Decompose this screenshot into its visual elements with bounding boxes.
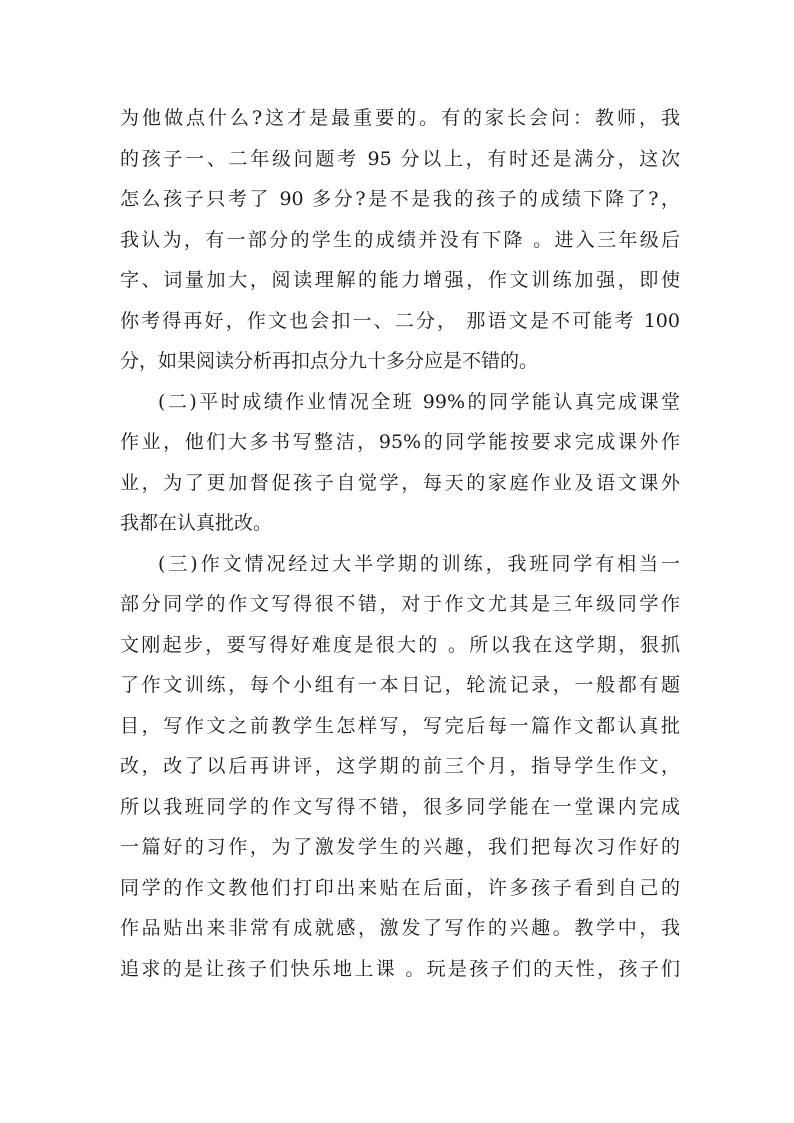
text-line: 目，写作文之前教学生怎样写，写完后每一篇作文都认真批 <box>120 714 680 737</box>
text-line: 我认为，有一部分的学生的成绩并没有下降 。进入三年级后 <box>120 228 680 251</box>
text-line: 分，如果阅读分析再扣点分九十多分应是不错的。 <box>120 350 539 372</box>
text-line: 你考得再好，作文也会扣一、二分， 那语文是不可能考 100 <box>120 309 680 332</box>
text-line: 一篇好的习作，为了激发学生的兴趣，我们把每次习作好的 <box>120 836 680 858</box>
text-line: 改，改了以后再讲评，这学期的前三个月，指导学生作文， <box>120 755 680 777</box>
text-line: 怎么孩子只考了 90 多分?是不是我的孩子的成绩下降了?， <box>120 188 680 210</box>
text-line: 所以我班同学的作文写得不错，很多同学能在一堂课内完成 <box>120 795 680 818</box>
text-line: 字、词量加大，阅读理解的能力增强，作文训练加强，即使 <box>120 269 680 291</box>
text-line: 为他做点什么?这才是最重要的。有的家长会问：教师，我 <box>120 107 680 129</box>
text-line: 同学的作文教他们打印出来贴在后面，许多孩子看到自己的 <box>120 876 680 899</box>
paragraph-1 <box>120 98 680 382</box>
text-line: (三)作文情况经过大半学期的训练，我班同学有相当一 <box>158 552 680 575</box>
document-body <box>120 98 680 989</box>
text-line: 的孩子一、二年级问题考 95 分以上，有时还是满分，这次 <box>120 147 680 170</box>
text-line: 我都在认真批改。 <box>120 512 273 534</box>
text-line: 业，为了更加督促孩子自觉学，每天的家庭作业及语文课外 <box>120 471 680 494</box>
text-line: 了作文训练，每个小组有一本日记，轮流记录，一般都有题 <box>120 674 680 696</box>
text-line: 追求的是让孩子们快乐地上课 。玩是孩子们的天性，孩子们 <box>120 957 680 980</box>
paragraph-3 <box>120 544 680 990</box>
text-line: 作业，他们大多书写整洁，95%的同学能按要求完成课外作 <box>120 431 680 453</box>
paragraph-2 <box>120 382 680 544</box>
text-line: (二)平时成绩作业情况全班 99%的同学能认真完成课堂 <box>158 390 680 413</box>
text-line: 文刚起步，要写得好难度是很大的 。所以我在这学期，狠抓 <box>120 633 680 656</box>
text-line: 作品贴出来非常有成就感，激发了写作的兴趣。教学中，我 <box>120 917 680 939</box>
text-line: 部分同学的作文写得很不错，对于作文尤其是三年级同学作 <box>120 593 680 615</box>
